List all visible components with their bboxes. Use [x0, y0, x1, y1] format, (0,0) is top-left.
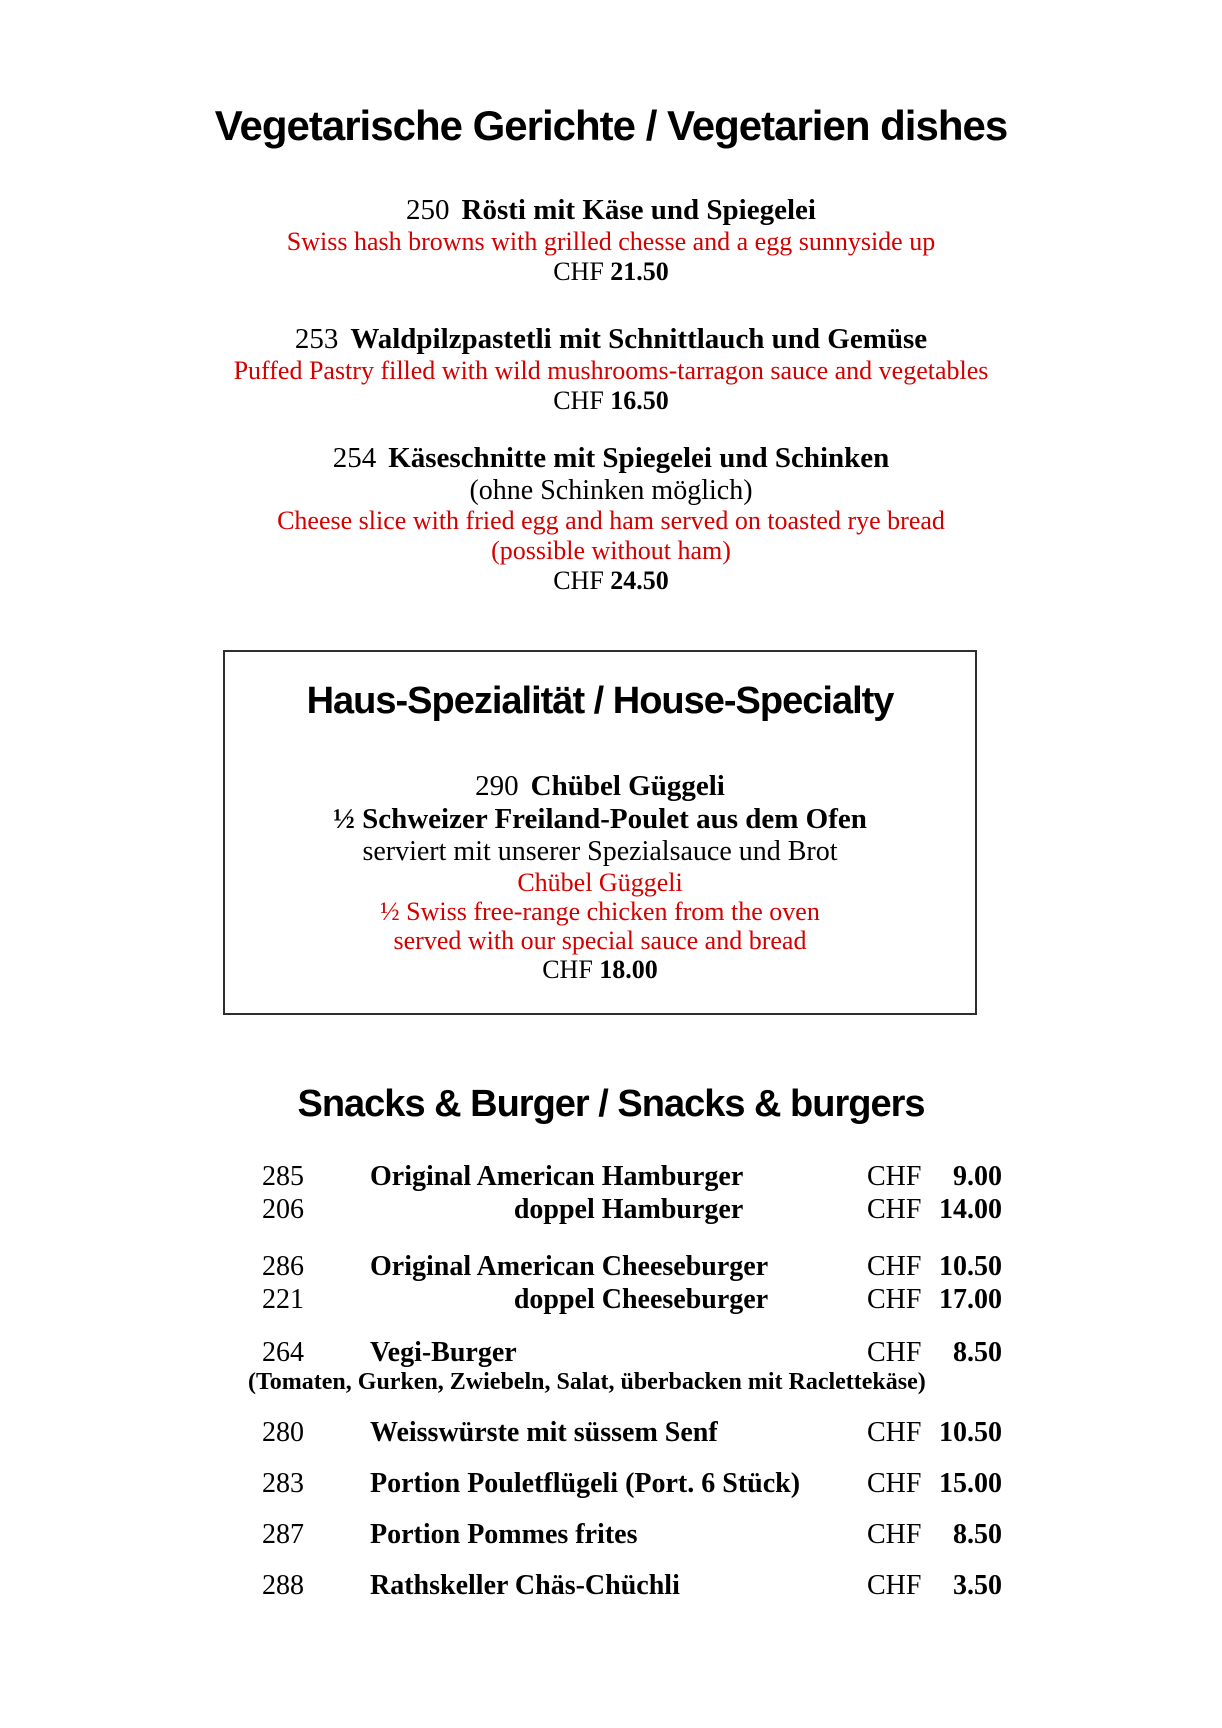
- item-ingredients-note: (Tomaten, Gurken, Zwiebeln, Salat, überbacken mit Raclettekäse): [248, 1369, 926, 1395]
- item-price: 8.50: [953, 1337, 1002, 1368]
- menu-item-250: [0, 193, 1222, 286]
- row-spacer: [517, 1336, 867, 1369]
- row-spacer: [637, 1518, 867, 1551]
- snack-row-pommes-frites: [248, 1518, 1002, 1551]
- item-name: Käseschnitte mit Spiegelei und Schinken: [388, 442, 890, 474]
- row-spacer: [718, 1416, 867, 1449]
- item-price-line: [867, 1160, 1002, 1193]
- item-name: Rösti mit Käse und Spiegelei: [461, 194, 816, 226]
- item-description-en: Swiss hash browns with grilled chesse and a egg sunnyside up: [286, 227, 936, 256]
- item-price-line: [867, 1416, 1002, 1449]
- item-number: 283: [262, 1468, 304, 1499]
- item-price-line: [0, 386, 1222, 415]
- item-number: 253: [294, 323, 339, 355]
- item-price-line: [867, 1518, 1002, 1551]
- item-name: Chübel Güggeli: [530, 770, 725, 802]
- item-price: 15.00: [939, 1468, 1002, 1499]
- snack-group-hamburger: [248, 1160, 1002, 1226]
- specialty-box-title: Haus-Spezialität / House-Specialty: [306, 680, 894, 722]
- veg-section-title: Vegetarische Gerichte / Vegetarien dishes: [214, 102, 1008, 149]
- item-price-line: [0, 257, 1222, 286]
- item-number: 221: [262, 1284, 304, 1315]
- item-price: 18.00: [599, 955, 658, 984]
- item-description-en: ½ Swiss free-range chicken from the oven: [380, 897, 820, 926]
- currency-label: CHF: [867, 1570, 922, 1601]
- item-description-en: (possible without ham): [491, 536, 731, 565]
- item-number: 288: [262, 1570, 304, 1601]
- item-price-line: [867, 1283, 1002, 1316]
- item-price: 10.50: [939, 1417, 1002, 1448]
- item-name: Original American Hamburger: [370, 1161, 744, 1192]
- item-note-de: (ohne Schinken möglich): [469, 475, 753, 506]
- item-name: Portion Pommes frites: [370, 1519, 638, 1550]
- currency-label: CHF: [867, 1284, 922, 1315]
- item-price-line: [867, 1569, 1002, 1602]
- currency-label: CHF: [867, 1337, 922, 1368]
- row-spacer: [768, 1283, 867, 1316]
- item-number: 250: [406, 194, 450, 226]
- item-price: 24.50: [610, 566, 669, 595]
- item-name: Vegi-Burger: [370, 1337, 517, 1368]
- item-price-line: [867, 1336, 1002, 1369]
- snack-row-pouletfluegeli: [248, 1467, 1002, 1500]
- currency-label: CHF: [867, 1161, 922, 1192]
- item-number: 286: [262, 1251, 304, 1282]
- item-heading: [0, 441, 1222, 475]
- currency-label: CHF: [553, 566, 604, 595]
- row-spacer: [768, 1250, 867, 1283]
- item-price: 3.50: [953, 1570, 1002, 1601]
- snack-group-cheeseburger: [248, 1250, 1002, 1316]
- row-spacer: [743, 1160, 867, 1193]
- currency-label: CHF: [553, 257, 604, 286]
- item-price-line: [225, 955, 975, 984]
- item-price-line: [867, 1250, 1002, 1283]
- item-price: 17.00: [939, 1284, 1002, 1315]
- item-number: 264: [262, 1337, 304, 1368]
- item-number: 287: [262, 1519, 304, 1550]
- snacks-price-list: [248, 1160, 1002, 1602]
- row-spacer: [680, 1569, 867, 1602]
- item-heading: [0, 193, 1222, 227]
- item-name: Portion Pouletflügeli (Port. 6 Stück): [370, 1468, 801, 1499]
- item-price: 16.50: [610, 386, 669, 415]
- row-spacer: [743, 1193, 867, 1226]
- snack-row-weisswurste: [248, 1416, 1002, 1449]
- currency-label: CHF: [867, 1417, 922, 1448]
- item-number: 285: [262, 1161, 304, 1192]
- item-description-de: serviert mit unserer Spezialsauce und Brot: [362, 836, 838, 867]
- currency-label: CHF: [867, 1194, 922, 1225]
- item-price: 14.00: [939, 1194, 1002, 1225]
- menu-item-254: [0, 441, 1222, 595]
- currency-label: CHF: [867, 1468, 922, 1499]
- item-name: Rathskeller Chäs-Chüchli: [370, 1570, 680, 1601]
- item-name: doppel Cheeseburger: [513, 1284, 769, 1315]
- currency-label: CHF: [542, 955, 593, 984]
- item-price: 8.50: [953, 1519, 1002, 1550]
- currency-label: CHF: [867, 1251, 922, 1282]
- item-price: 10.50: [939, 1251, 1002, 1282]
- item-heading: [225, 770, 975, 803]
- item-price: 9.00: [953, 1161, 1002, 1192]
- currency-label: CHF: [867, 1519, 922, 1550]
- item-heading: [0, 322, 1222, 356]
- item-price-line: [867, 1467, 1002, 1500]
- currency-label: CHF: [553, 386, 604, 415]
- snack-group-vegiburger: [248, 1336, 1002, 1396]
- item-name: Original American Cheeseburger: [370, 1251, 769, 1282]
- item-description-en: Puffed Pastry filled with wild mushrooms-tarragon sauce and vegetables: [233, 356, 989, 385]
- item-number: 290: [475, 770, 519, 802]
- item-price-line: [0, 566, 1222, 595]
- item-description-en: Cheese slice with fried egg and ham served on toasted rye bread: [277, 506, 945, 535]
- house-specialty-box: [223, 650, 977, 1015]
- row-spacer: [800, 1467, 867, 1500]
- item-name: doppel Hamburger: [513, 1194, 744, 1225]
- item-description-en: served with our special sauce and bread: [393, 926, 807, 955]
- snacks-section-title: Snacks & Burger / Snacks & burgers: [297, 1083, 925, 1125]
- item-price-line: [867, 1193, 1002, 1226]
- menu-item-290: [225, 770, 975, 984]
- snack-row-chaes-chuechli: [248, 1569, 1002, 1602]
- menu-item-253: [0, 322, 1222, 415]
- item-number: 254: [332, 442, 377, 474]
- item-number: 280: [262, 1417, 304, 1448]
- item-description-en: Chübel Güggeli: [517, 868, 683, 897]
- item-subheading-de: ½ Schweizer Freiland-Poulet aus dem Ofen: [333, 803, 867, 835]
- item-number: 206: [262, 1194, 304, 1225]
- item-name: Weisswürste mit süssem Senf: [370, 1417, 718, 1448]
- item-price: 21.50: [610, 257, 669, 286]
- item-name: Waldpilzpastetli mit Schnittlauch und Gemüse: [350, 323, 928, 355]
